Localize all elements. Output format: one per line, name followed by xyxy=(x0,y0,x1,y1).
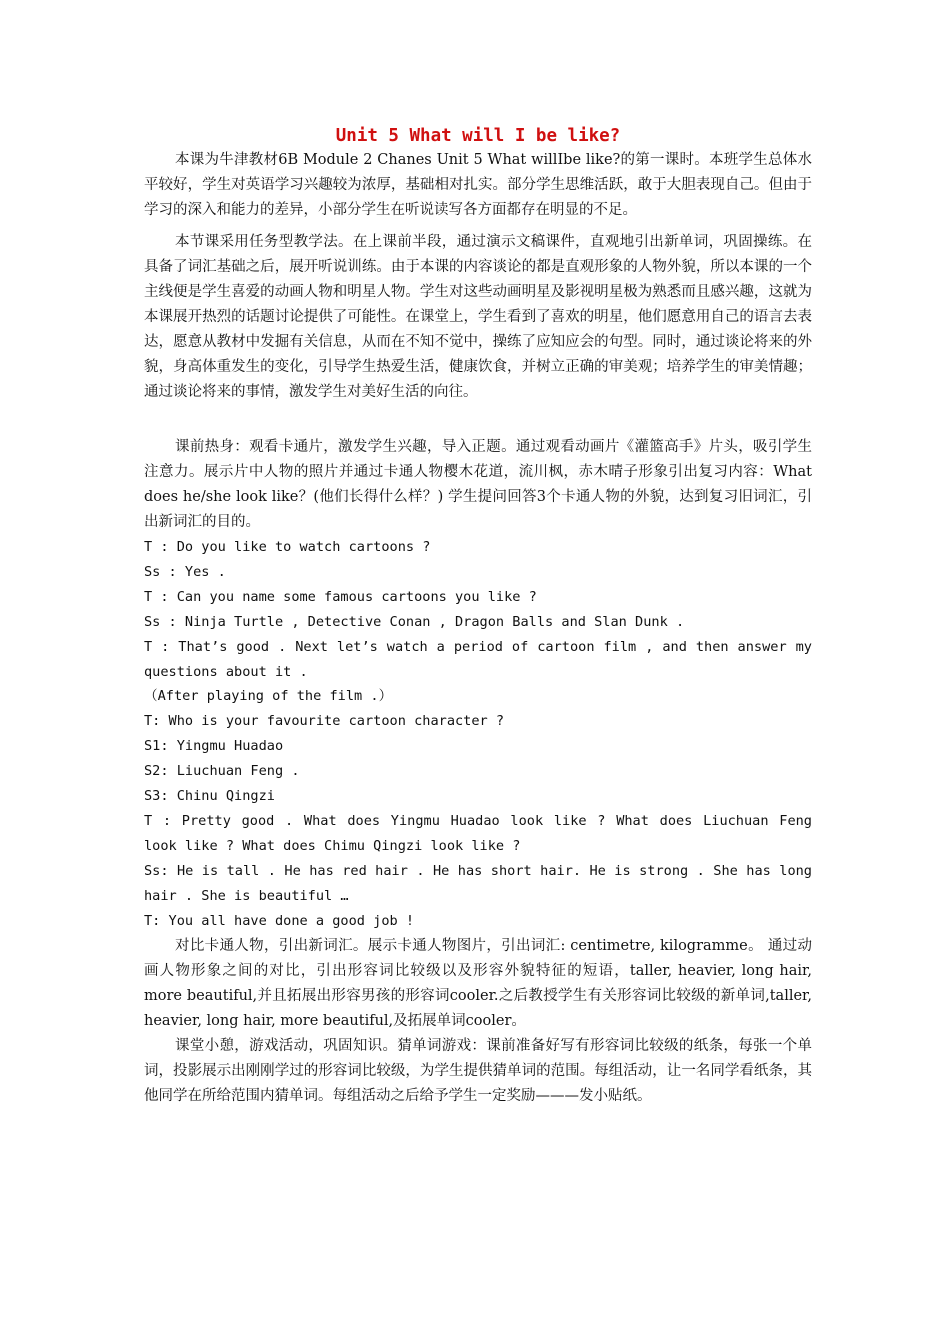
paragraph-warm-up: 课前热身：观看卡通片，激发学生兴趣，导入正题。通过观看动画片《灌篮高手》片头，吸引学生注意力。展示片中人物的照片并通过卡通人物樱木花道，流川枫，赤木晴子形象引出复习内容：What does he/she look like？(他们长得什么样？) 学生提问回答3个卡通人物的外貌，达到复习旧词汇，引出新词汇的目的。 xyxy=(144,439,812,530)
dialogue-line: S1: Yingmu Huadao xyxy=(144,738,284,755)
paragraph-gap xyxy=(144,405,812,435)
dialogue-line: S2: Liuchuan Feng . xyxy=(144,763,300,780)
document-title: Unit 5 What will I be like? xyxy=(335,126,621,146)
paragraph-class-overview: 本课为牛津教材6B Module 2 Chanes Unit 5 What willIbe like?的第一课时。本班学生总体水平较好，学生对英语学习兴趣较为浓厚，基础相对扎实。部分学生思维活跃，敢于大胆表现自己。但由于学习的深入和能力的差异，小部分学生在听说读写各方面都存在明显的不足。 xyxy=(144,152,812,218)
document-body xyxy=(144,124,812,1109)
dialogue-line: T : Pretty good . What does Yingmu Huadao look like ? What does Liuchuan Feng look like ? What does Chimu Qingzi look like ? xyxy=(144,812,812,854)
paragraph-new-vocabulary: 对比卡通人物，引出新词汇。展示卡通人物图片，引出词汇: centimetre, kilogramme。 通过动画人物形象之间的对比，引出形容词比较级以及形容外貌特征的短语，taller, heavier, long hair, more beautiful,并且拓展出形容男孩的形容词cooler.之后教授学生有关形容词比较级的新单词,taller, heavier, long hair, more beautiful,及拓展单词cooler。 xyxy=(144,937,812,1029)
paragraph-gap xyxy=(144,223,812,230)
dialogue-line: T: You all have done a good job ! xyxy=(144,912,415,929)
paragraph-teaching-method: 本节课采用任务型教学法。在上课前半段，通过演示文稿课件，直观地引出新单词，巩固操练。在具备了词汇基础之后，展开听说训练。由于本课的内容谈论的都是直观形象的人物外貌，所以本课的一个主线便是学生喜爱的动画人物和明星人物。学生对这些动画明星及影视明星极为熟悉而且感兴趣，这就为本课展开热烈的话题讨论提供了可能性。在课堂上，学生看到了喜欢的明星，他们愿意用自己的语言去表达，愿意从教材中发掘有关信息，从而在不知不觉中，操练了应知应会的句型。同时，通过谈论将来的外貌，身高体重发生的变化，引导学生热爱生活，健康饮食，并树立正确的审美观；培养学生的审美情趣；通过谈论将来的事情，激发学生对美好生活的向往。 xyxy=(144,234,812,400)
dialogue-line: （After playing of the film .） xyxy=(144,688,393,705)
dialogue-line: T: Who is your favourite cartoon character ? xyxy=(144,713,505,730)
dialogue-line: Ss : Ninja Turtle , Detective Conan , Dragon Balls and Slan Dunk . xyxy=(144,613,685,630)
paragraph-game-activity: 课堂小憩，游戏活动，巩固知识。猜单词游戏：课前准备好写有形容词比较级的纸条，每张一个单词，投影展示出刚刚学过的形容词比较级，为学生提供猜单词的范围。每组活动，让一名同学看纸条，其他同学在所给范围内猜单词。每组活动之后给予学生一定奖励———发小贴纸。 xyxy=(144,1037,812,1104)
dialogue-line: S3: Chinu Qingzi xyxy=(144,788,275,805)
dialogue-line: Ss : Yes . xyxy=(144,563,226,580)
dialogue-line: T : That’s good . Next let’s watch a period of cartoon film , and then answer my questions about it . xyxy=(144,638,812,680)
dialogue-line: T : Can you name some famous cartoons you like ? xyxy=(144,588,537,605)
dialogue-line: T : Do you like to watch cartoons ? xyxy=(144,539,431,555)
dialogue-line: Ss: He is tall . He has red hair . He has short hair. He is strong . She has long hair . She is beautiful … xyxy=(144,862,812,904)
